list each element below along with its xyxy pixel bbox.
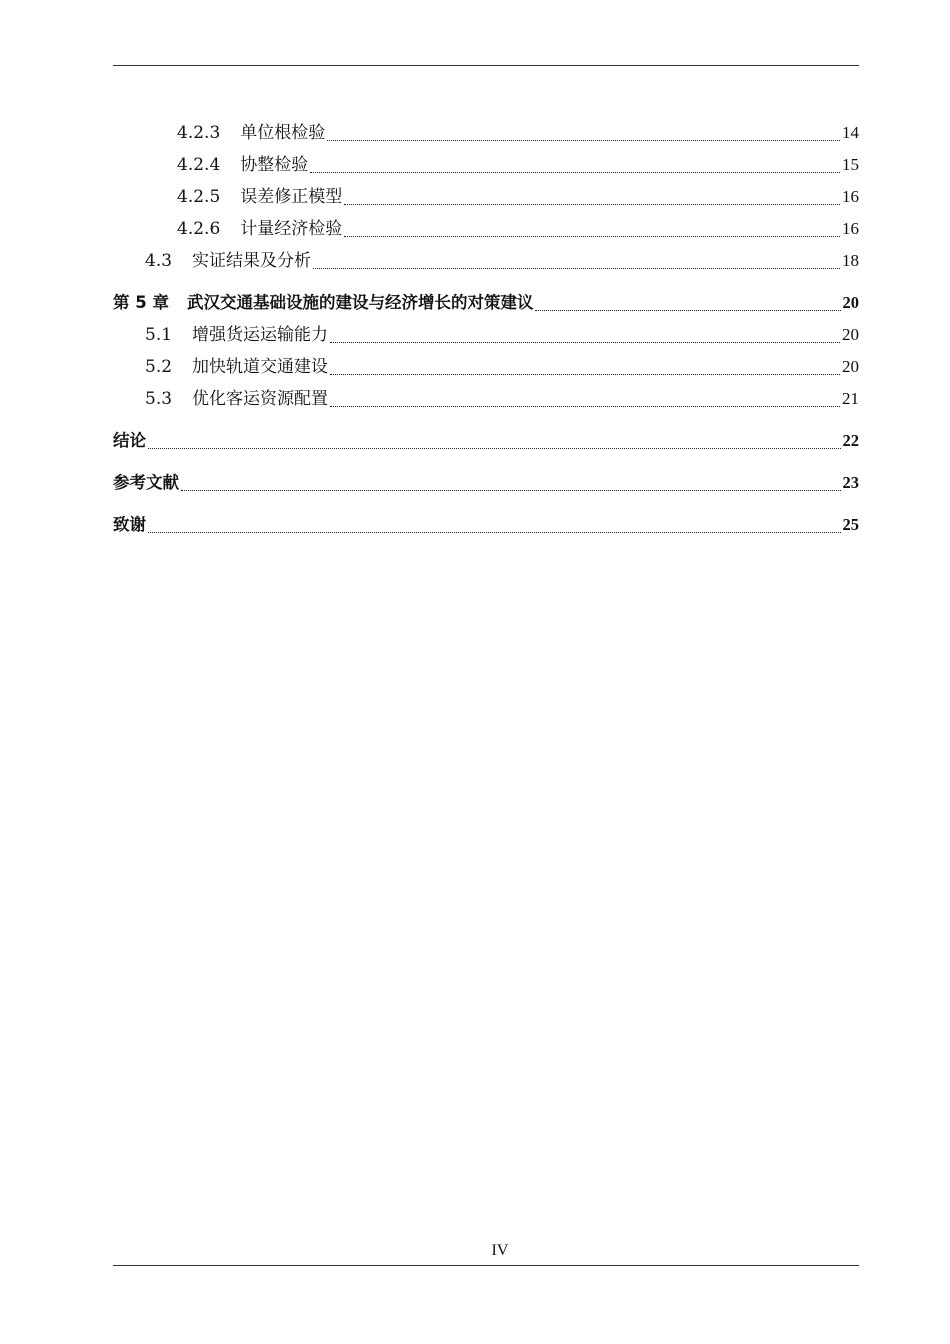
toc-entry-page: 20 — [842, 325, 859, 344]
toc-chapter-entry[interactable] — [113, 425, 859, 457]
toc-entry-title: 致谢 — [113, 515, 146, 534]
toc-entry[interactable] — [113, 319, 859, 351]
dot-leader — [313, 268, 840, 269]
toc-entry-page: 14 — [842, 123, 859, 142]
toc-entry-page: 16 — [842, 187, 859, 206]
toc-entry-page: 21 — [842, 389, 859, 408]
toc-entry[interactable] — [113, 149, 859, 181]
toc-entry-title: 武汉交通基础设施的建设与经济增长的对策建议 — [186, 293, 534, 312]
dot-leader — [330, 374, 840, 375]
dot-leader — [344, 204, 840, 205]
toc-chapter-entry[interactable] — [113, 509, 859, 541]
toc-entry[interactable] — [113, 383, 859, 415]
toc-entry-number: 4.3 — [145, 251, 173, 271]
toc-entry-number: 4.2.5 — [177, 187, 221, 207]
toc-entry-title: 优化客运资源配置 — [192, 389, 329, 409]
toc-entry-page: 20 — [842, 293, 859, 312]
toc-chapter-entry[interactable] — [113, 287, 859, 319]
toc-entry-page: 22 — [842, 431, 859, 450]
toc-entry-title: 误差修正模型 — [240, 187, 343, 207]
toc-entry-title: 实证结果及分析 — [192, 251, 312, 271]
toc-entry-title: 结论 — [113, 431, 146, 450]
toc-entry-page: 15 — [842, 155, 859, 174]
dot-leader — [148, 532, 841, 533]
toc-entry-title: 增强货运运输能力 — [192, 325, 329, 345]
toc-entry[interactable] — [113, 213, 859, 245]
dot-leader — [330, 406, 840, 407]
toc-entry-number: 5.3 — [145, 389, 173, 409]
toc-entry-number: 4.2.3 — [177, 123, 221, 143]
header-rule — [113, 65, 859, 66]
toc-entry-page: 25 — [842, 515, 859, 534]
toc-entry-number: 第 5 章 — [113, 293, 169, 312]
toc-entry-number: 4.2.6 — [177, 219, 221, 239]
toc-entry-title: 参考文献 — [113, 473, 179, 492]
footer-rule — [113, 1265, 859, 1266]
toc-entry-title: 协整检验 — [240, 155, 309, 175]
dot-leader — [181, 490, 841, 491]
dot-leader — [148, 448, 841, 449]
toc-entry[interactable] — [113, 117, 859, 149]
page-number: IV — [491, 1242, 509, 1259]
toc-entry-number: 5.1 — [145, 325, 173, 345]
dot-leader — [344, 236, 840, 237]
toc-entry[interactable] — [113, 181, 859, 213]
toc-entry-number: 4.2.4 — [177, 155, 221, 175]
dot-leader — [327, 140, 840, 141]
dot-leader — [330, 342, 840, 343]
dot-leader — [535, 310, 840, 311]
toc-chapter-entry[interactable] — [113, 467, 859, 499]
table-of-contents — [113, 117, 859, 541]
toc-entry-title: 加快轨道交通建设 — [192, 357, 329, 377]
dot-leader — [310, 172, 840, 173]
toc-entry[interactable] — [113, 351, 859, 383]
toc-entry-page: 16 — [842, 219, 859, 238]
toc-entry-page: 20 — [842, 357, 859, 376]
toc-entry-number: 5.2 — [145, 357, 173, 377]
toc-entry-title: 计量经济检验 — [240, 219, 343, 239]
toc-entry-page: 23 — [842, 473, 859, 492]
toc-entry-page: 18 — [842, 251, 859, 270]
toc-entry[interactable] — [113, 245, 859, 277]
toc-entry-title: 单位根检验 — [240, 123, 326, 143]
